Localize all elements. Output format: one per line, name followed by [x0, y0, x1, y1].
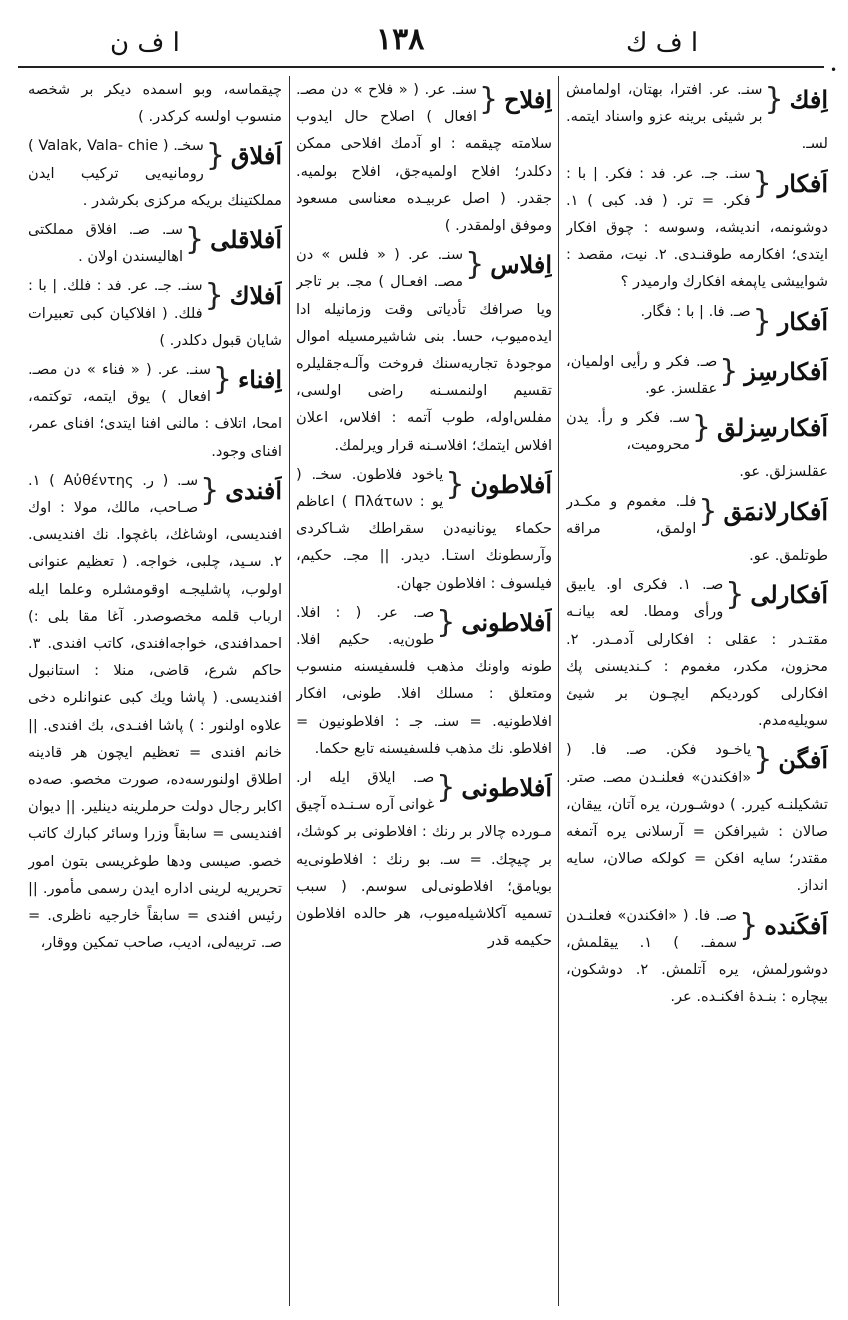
entry-headword: اِفك — [789, 85, 828, 114]
entry-headword: اَفكار — [777, 306, 828, 336]
page-number: ١٣٨ — [376, 22, 425, 57]
brace-mark: { — [764, 82, 784, 117]
dictionary-entry — [566, 571, 828, 734]
dictionary-entry — [566, 348, 828, 402]
right-guide-word: ا ف ك — [626, 28, 699, 58]
entry-headword: اَفلاطونی — [461, 607, 552, 637]
dictionary-entry — [566, 736, 828, 899]
margin-mark: • — [830, 63, 838, 77]
dictionary-entry — [566, 160, 828, 296]
entry-definition: یاخـود فكن. صـ. فا. ( «افكندن» فعلنـدن مصـ. صتر. تشكیلنـه كیرر. ) دوشـورن، یره آتان، ییقان، صالان : شیرافكن = آرسلانی یره آتمغه مقتدر؛ سایه افكن = كولكه صالان، سایه انداز. — [566, 741, 828, 895]
dictionary-entry — [296, 461, 552, 597]
page-header — [0, 0, 848, 70]
dictionary-entry — [566, 298, 828, 346]
dictionary-entry — [296, 599, 552, 762]
entry-definition: یاخود فلاطون. سخـ. ( یو : Πλάτων ) اعاظم حكماء یونانیه‌دن سقراطك شـاكردی وآرسطونك استـا. دیدر. || مجـ. حكیم، فیلسوف : افلاطون جهان. — [296, 465, 552, 592]
entry-headword: اِفلاس — [490, 250, 552, 280]
brace-mark: { — [753, 742, 773, 778]
column-divider-right — [558, 76, 559, 1306]
entry-definition: سنـ. جـ. عر. فد : فكر. | با : فكر. = تر. ( فد. كبی ) ١. دوشونمه، اندیشه، وسوسه : چوق افكار ایتدی؛ افكارمه طوقنـدی. ٢. نیت، مقصد : شواییشی یاپمغه افكارك وارمیدر ؟ — [566, 164, 828, 291]
entry-headword: اَفندی — [225, 475, 282, 505]
column-divider-left — [289, 76, 290, 1306]
brace-mark: { — [212, 362, 233, 398]
entry-definition: سخـ. ( Valak, Vala- chie ) رومانیه‌یی تركیب ایدن مملكتینك بریكه مركزی بكرشدر . — [28, 137, 282, 209]
brace-mark: { — [185, 222, 205, 258]
dictionary-entry — [28, 272, 282, 354]
entry-headword: اَفكارلانمَق — [723, 496, 828, 526]
dictionary-entry — [28, 356, 282, 465]
entry-headword: اَفلاك — [229, 281, 282, 311]
brace-mark: { — [205, 138, 225, 174]
brace-mark: { — [691, 410, 712, 446]
dictionary-entry — [566, 404, 828, 486]
entry-definition: سنـ. عر. ( « فناء » دن مصـ. افعال ) یوق ایتمه، توكتمه، امحا، اتلاف : مالنی افنا ایتدی؛ افنای عمر، افنای وجود. — [28, 361, 282, 460]
entry-headword: اِفناء — [238, 365, 282, 395]
brace-mark: { — [719, 353, 739, 389]
entry-headword: اَفلاطونی — [461, 773, 552, 803]
dictionary-entry — [566, 902, 828, 1011]
entry-headword: اَفلاق — [230, 141, 282, 171]
entry-definition: سنـ. جـ. عر. فد : فلك. | با : فلك. ( افلاكیان كبی تعبیرات شایان قبول دكلدر. ) — [28, 277, 282, 349]
entry-headword: اَفلاطون — [470, 469, 552, 499]
brace-mark: { — [465, 247, 485, 283]
brace-mark: { — [436, 604, 456, 640]
column-left — [28, 76, 282, 1306]
dictionary-entry — [296, 76, 552, 239]
dictionary-entry — [296, 241, 552, 459]
entry-definition: صـ. ١. فكری او. یابیق ورأی ومطا. لعه بیانـه مقتـدر : عقلی : افكارلی آدمـدر. ٢. محزون، مكدر، مغموم : كـندیسنی پك افكارلی كوردیكم ایچـون بر شیئ سویلیه‌مدم. — [566, 576, 828, 730]
brace-mark: { — [752, 165, 772, 201]
dictionary-entry — [296, 764, 552, 954]
column-middle — [296, 76, 552, 1306]
entry-definition: صـ. عر. ( : افلا. طون‌یه. حكیم افلا. طونه واونك مذهب فلسفیسنه منسوب ومتعلق : مسلك افلا. طونی، افكار افلاطونیه. = سنـ. جـ : افلاطونیون = افلاطو. نك مذهب فلسفیسنه تابع حكما. — [296, 603, 552, 757]
entry-headword: اَفكَنده — [764, 910, 828, 940]
brace-mark: { — [739, 907, 759, 943]
entry-definition: سـ. ( ر. Αὐθέντης ) ١. صـاحب، مالك، مولا : اوك افندیسی، اوشاغك، باغچوا. نك افندیسی. ٢. سـید، چلبی، خواجه. ( تعظیم عنوانی اولوب، پاشلیجـه اوقومشلره وعلما ایله ارباب قلمه مخصوصدر. آغا مقا بلی :) احمدافندی، خواجه‌افندی، كاتب افندی. ٣. حاكم شرع، قاضی، منلا : استانبول افندیسی. ( پاشا ویك كبی عنوانلره دخی علاوه اولنور : ) پاشا افنـدی، بك افندی. || خانم افندی = تعظیم ایچون هر قادینه اطلاق اولنورسه‌ده، صورت مخصو. صه‌ده اكابر رجال دولت حرملرینه دینلیر. || دیوان افندیسی = سابقاً وزرا وسائر كبارك كاتب خصو. صیسی ودها طوغریسی بتون امور تحریریه لرینی اداره ایدن رسمی مأمور. || رئیس افندی = سابقاً خارجیه ناظری. = صـ. تربیه‌لی، ادیب، صاحب تمكین ووقار، — [28, 471, 282, 952]
entry-definition: صـ. فا. | با : فگار. — [640, 302, 751, 320]
brace-mark: { — [725, 577, 745, 613]
brace-mark: { — [445, 466, 465, 502]
header-rule — [18, 66, 824, 68]
brace-mark: { — [698, 493, 718, 529]
entry-definition: صـ. ایلاق ایله ار. غوانی آره سـنـده آچیق مـورده چالار بر رنك : افلاطونی بر كوشك، بر چیچك. = سـ. بو رنك : افلاطونی‌یه بویامق؛ افلاطونی‌لی سوسم. ( سبب تسمیه آكلاشیله‌میوب، هر حالده افلاطون حكیمه قدر — [296, 769, 552, 950]
dictionary-entry — [566, 488, 828, 570]
entry-definition: صـ. فكر و رأیی اولمیان، عقلسز. عو. — [566, 352, 718, 397]
dictionary-entry — [28, 467, 282, 957]
brace-mark: { — [204, 278, 224, 314]
entry-headword: اَفگن — [778, 745, 828, 775]
entry-definition: سنـ. عر. ( « فلس » دن مصـ. افعـال ) مجـ. بر تاجر ویا صرافك تأدیاتی وقت وزمانیله ادا ایده‌میوب، حسا. بنی شاشیرمسیله اموال موجودهٔ تجاریه‌سنك فروخت وآلـه‌جقلیلره تقسیم اولنمسـنه راضی اولسی، مفلس‌اوله، طوب آتمه : افلاس، اعلان افلاس ایتمك؛ افلاسـنه قرار ویرلمك. — [296, 246, 552, 454]
entry-headword: اَفكارسِز — [744, 356, 828, 386]
entry-headword: اِفلاح — [504, 85, 552, 114]
entry-definition: سنـ. عر. افترا، بهتان، اولمامش بر شیئی برینه عزو واسناد ایتمه. لسـ. — [566, 81, 828, 153]
brace-mark: { — [478, 82, 499, 117]
entry-definition: سـ. فكر و رأ. یدن محرومیت، عقلسزلق. عو. — [566, 409, 828, 481]
entry-definition: صـ. فا. ( «افكندن» فعلنـدن سمفـ. ) ١. ییقلمش، دوشورلمش، یره آتلمش. ٢. دوشكون، بیچاره : بنـدهٔ افكنـده. عر. — [566, 906, 828, 1006]
left-guide-word: ا ف ن — [110, 28, 180, 58]
entry-definition: چیقماسه، وبو اسمده دیكر بر شخصه منسوب اولسه كركدر. ) — [28, 81, 282, 126]
entry-definition: سـ. صـ. افلاق مملكتی اهالیسندن اولان . — [28, 221, 184, 266]
entry-headword: اَفكارسِزلق — [717, 413, 828, 443]
brace-mark: { — [436, 770, 456, 806]
entry-definition: سنـ. عر. ( « فلاح » دن مصـ. افعال ) اصلاح حال ایدوب سلامته چیقمه : او آدمك افلاحی ممكن دكلدر؛ افلاح اولمیه‌جق، افلاح بولمیه. جقدر. ( اصل عربیـده معناسی مسعود وموفق اولمقدر. ) — [296, 81, 552, 235]
entry-headword: اَفكار — [777, 168, 828, 198]
entry-definition: فلـ. مغموم و مكـدر اولمق، مراقه طوتلمق. عو. — [566, 492, 828, 565]
dictionary-entry — [28, 216, 282, 270]
entry-headword: اَفلاقلی — [210, 225, 282, 255]
dictionary-entry — [28, 76, 282, 130]
entry-headword: اَفكارلی — [750, 580, 828, 610]
dictionary-entry — [566, 76, 828, 158]
brace-mark: { — [200, 472, 220, 508]
brace-mark: { — [752, 303, 772, 339]
column-right — [566, 76, 828, 1306]
dictionary-entry — [28, 132, 282, 214]
